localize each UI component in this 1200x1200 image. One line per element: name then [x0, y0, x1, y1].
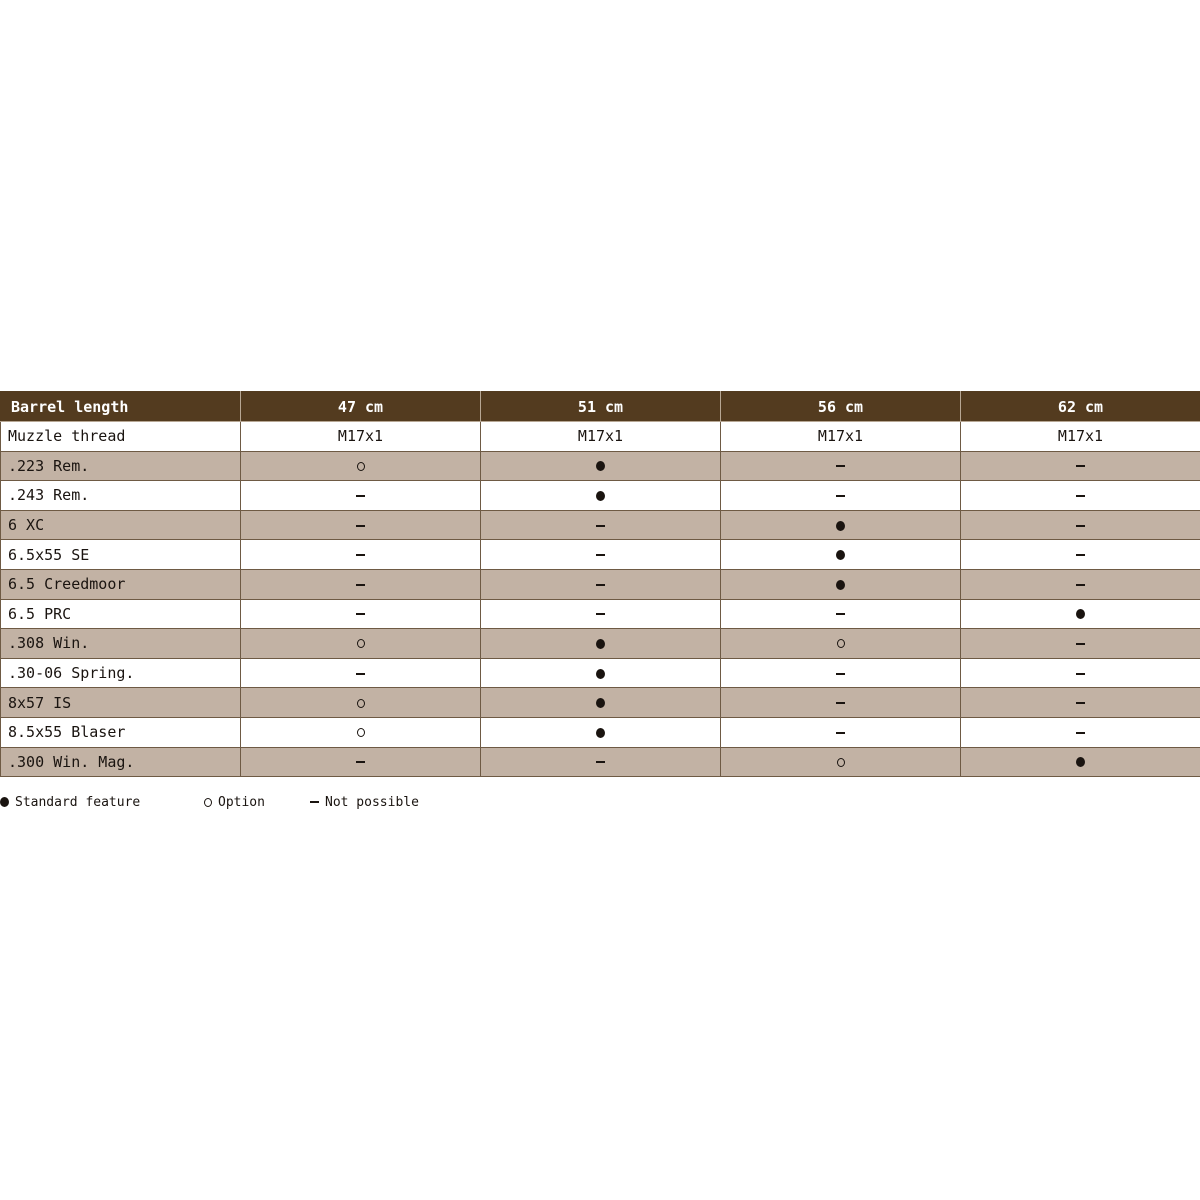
- table-row: [1, 481, 1200, 511]
- availability-cell: [961, 510, 1200, 540]
- availability-cell: [721, 510, 961, 540]
- dash-icon: [836, 613, 845, 615]
- table-row: [1, 658, 1200, 688]
- availability-cell: [481, 688, 721, 718]
- availability-cell: [241, 599, 481, 629]
- dash-icon: [356, 554, 365, 556]
- hollow-circle-icon: [357, 639, 365, 648]
- availability-cell: [481, 747, 721, 777]
- availability-cell: [241, 569, 481, 599]
- availability-cell: [481, 540, 721, 570]
- caliber-label: .243 Rem.: [1, 481, 241, 511]
- filled-dot-icon: [596, 491, 605, 501]
- dash-icon: [356, 673, 365, 675]
- availability-cell: [961, 481, 1200, 511]
- availability-cell: [241, 510, 481, 540]
- availability-cell: [721, 629, 961, 659]
- table-row-muzzle-thread: [1, 422, 1200, 452]
- filled-dot-icon: [836, 580, 845, 590]
- caliber-label: 6 XC: [1, 510, 241, 540]
- dash-icon: [356, 761, 365, 763]
- legend: [0, 793, 419, 811]
- dash-icon: [1076, 554, 1085, 556]
- legend-item-standard: [0, 795, 204, 810]
- caliber-label: .300 Win. Mag.: [1, 747, 241, 777]
- dash-icon: [356, 495, 365, 497]
- thread-value: M17x1: [721, 422, 961, 452]
- availability-cell: [961, 569, 1200, 599]
- availability-cell: [481, 629, 721, 659]
- availability-cell: [241, 540, 481, 570]
- dash-icon: [596, 613, 605, 615]
- filled-dot-icon: [596, 639, 605, 649]
- dash-icon: [1076, 495, 1085, 497]
- dash-icon: [356, 613, 365, 615]
- dash-icon: [836, 465, 845, 467]
- row-label: Muzzle thread: [1, 422, 241, 452]
- availability-cell: [241, 717, 481, 747]
- hollow-circle-icon: [357, 462, 365, 471]
- availability-cell: [481, 658, 721, 688]
- availability-cell: [961, 451, 1200, 481]
- availability-cell: [241, 658, 481, 688]
- header-col-62cm: 62 cm: [961, 392, 1200, 422]
- availability-cell: [961, 747, 1200, 777]
- caliber-label: 8x57 IS: [1, 688, 241, 718]
- dash-icon: [1076, 465, 1085, 467]
- dash-icon: [836, 732, 845, 734]
- filled-dot-icon: [1076, 757, 1085, 767]
- thread-value: M17x1: [481, 422, 721, 452]
- filled-dot-icon: [0, 797, 9, 807]
- hollow-circle-icon: [357, 728, 365, 737]
- availability-cell: [721, 717, 961, 747]
- filled-dot-icon: [596, 669, 605, 679]
- caliber-label: 6.5 Creedmoor: [1, 569, 241, 599]
- header-col-56cm: 56 cm: [721, 392, 961, 422]
- thread-value: M17x1: [241, 422, 481, 452]
- dash-icon: [356, 584, 365, 586]
- availability-cell: [721, 540, 961, 570]
- table-row: [1, 451, 1200, 481]
- availability-cell: [481, 481, 721, 511]
- availability-cell: [241, 629, 481, 659]
- dash-icon: [596, 761, 605, 763]
- caliber-label: .30-06 Spring.: [1, 658, 241, 688]
- caliber-label: 8.5x55 Blaser: [1, 717, 241, 747]
- availability-cell: [961, 688, 1200, 718]
- hollow-circle-icon: [357, 699, 365, 708]
- availability-cell: [961, 717, 1200, 747]
- availability-cell: [721, 688, 961, 718]
- table-row: [1, 629, 1200, 659]
- caliber-label: .223 Rem.: [1, 451, 241, 481]
- header-col-47cm: 47 cm: [241, 392, 481, 422]
- availability-cell: [241, 688, 481, 718]
- header-col-51cm: 51 cm: [481, 392, 721, 422]
- availability-cell: [241, 451, 481, 481]
- hollow-circle-icon: [837, 758, 845, 767]
- availability-cell: [961, 540, 1200, 570]
- dash-icon: [1076, 584, 1085, 586]
- dash-icon: [836, 495, 845, 497]
- table-row: [1, 599, 1200, 629]
- dash-icon: [596, 525, 605, 527]
- filled-dot-icon: [596, 698, 605, 708]
- dash-icon: [836, 702, 845, 704]
- dash-icon: [1076, 643, 1085, 645]
- availability-cell: [961, 629, 1200, 659]
- availability-cell: [481, 510, 721, 540]
- filled-dot-icon: [596, 728, 605, 738]
- caliber-label: 6.5 PRC: [1, 599, 241, 629]
- availability-cell: [481, 599, 721, 629]
- legend-label-standard: Standard feature: [15, 794, 141, 810]
- availability-cell: [961, 658, 1200, 688]
- availability-cell: [961, 599, 1200, 629]
- dash-icon: [356, 525, 365, 527]
- dash-icon: [1076, 732, 1085, 734]
- table-row: [1, 569, 1200, 599]
- table-row: [1, 717, 1200, 747]
- table-row: [1, 688, 1200, 718]
- availability-cell: [721, 481, 961, 511]
- dash-icon: [1076, 702, 1085, 704]
- caliber-label: 6.5x55 SE: [1, 540, 241, 570]
- availability-cell: [721, 747, 961, 777]
- availability-cell: [481, 717, 721, 747]
- filled-dot-icon: [1076, 609, 1085, 619]
- dash-icon: [310, 801, 319, 803]
- availability-cell: [241, 481, 481, 511]
- filled-dot-icon: [836, 550, 845, 560]
- availability-cell: [481, 569, 721, 599]
- table-row: [1, 747, 1200, 777]
- hollow-circle-icon: [204, 798, 212, 807]
- filled-dot-icon: [596, 461, 605, 471]
- availability-cell: [721, 451, 961, 481]
- table-header-row: [1, 392, 1200, 422]
- legend-item-option: [204, 795, 310, 810]
- availability-cell: [481, 451, 721, 481]
- availability-cell: [721, 658, 961, 688]
- dash-icon: [1076, 673, 1085, 675]
- caliber-label: .308 Win.: [1, 629, 241, 659]
- dash-icon: [596, 554, 605, 556]
- caliber-spec-table: [0, 391, 1200, 777]
- legend-item-not-possible: [310, 795, 419, 810]
- legend-label-not-possible: Not possible: [325, 794, 419, 810]
- thread-value: M17x1: [961, 422, 1200, 452]
- table-row: [1, 510, 1200, 540]
- legend-label-option: Option: [218, 794, 265, 810]
- dash-icon: [836, 673, 845, 675]
- availability-cell: [721, 599, 961, 629]
- filled-dot-icon: [836, 521, 845, 531]
- dash-icon: [596, 584, 605, 586]
- hollow-circle-icon: [837, 639, 845, 648]
- header-label-barrel-length: Barrel length: [1, 392, 241, 422]
- availability-cell: [721, 569, 961, 599]
- table-row: [1, 540, 1200, 570]
- dash-icon: [1076, 525, 1085, 527]
- availability-cell: [241, 747, 481, 777]
